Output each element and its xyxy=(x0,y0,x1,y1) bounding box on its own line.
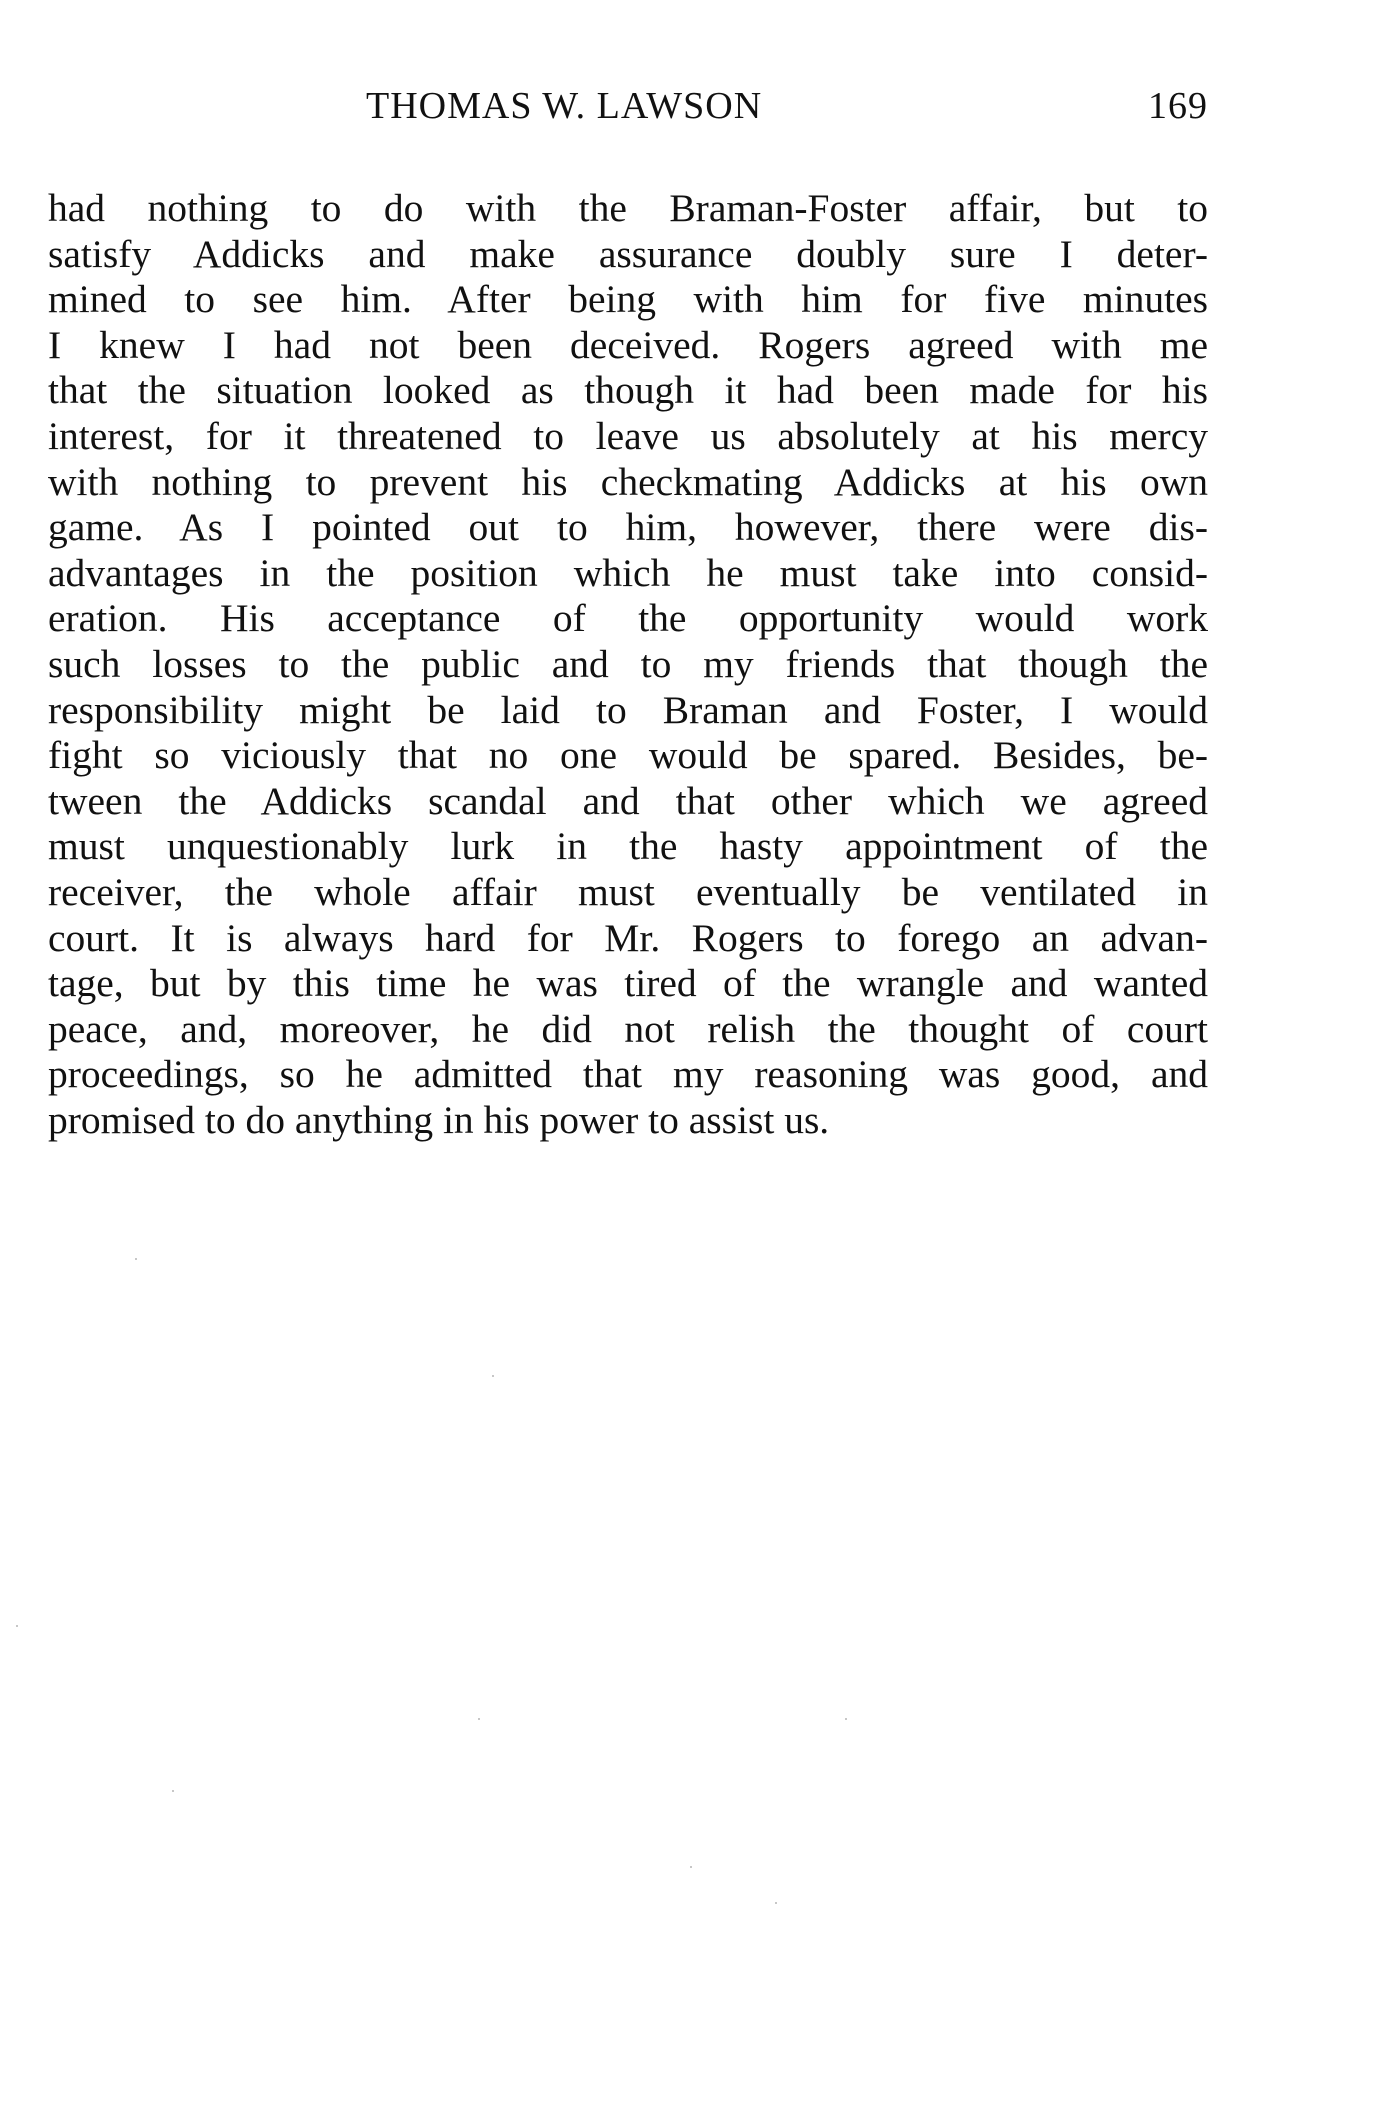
text-line: with nothing to prevent his checkmating Addicks at his own xyxy=(48,459,1208,504)
text-line: proceedings, so he admitted that my reasoning was good, and xyxy=(48,1052,1208,1097)
scan-speck xyxy=(845,1718,847,1720)
text-line: advantages in the position which he must take into consid- xyxy=(48,550,1208,595)
scan-speck xyxy=(775,1902,777,1904)
scan-speck xyxy=(690,1866,692,1868)
text-line: eration. His acceptance of the opportunity would work xyxy=(48,596,1208,641)
running-head xyxy=(48,84,1208,144)
text-line: game. As I pointed out to him, however, there were dis- xyxy=(48,505,1208,550)
text-line: fight so viciously that no one would be spared. Besides, be- xyxy=(48,733,1208,778)
text-line: receiver, the whole affair must eventually be ventilated in xyxy=(48,869,1208,914)
text-line: I knew I had not been deceived. Rogers agreed with me xyxy=(48,322,1208,367)
text-line: satisfy Addicks and make assurance doubly sure I deter- xyxy=(48,231,1208,276)
text-line-last: promised to do anything in his power to assist us. xyxy=(48,1097,830,1142)
scan-speck xyxy=(16,1625,18,1627)
text-line: tage, but by this time he was tired of the wrangle and wanted xyxy=(48,961,1208,1006)
scan-speck xyxy=(492,1375,494,1377)
text-line: court. It is always hard for Mr. Rogers to forego an advan- xyxy=(48,915,1208,960)
scan-speck xyxy=(135,1258,137,1260)
scan-speck xyxy=(172,1790,174,1792)
text-line: peace, and, moreover, he did not relish the thought of court xyxy=(48,1006,1208,1051)
scan-speck xyxy=(478,1718,480,1720)
body-paragraph xyxy=(48,186,1208,1143)
text-line: interest, for it threatened to leave us absolutely at his mercy xyxy=(48,413,1208,458)
text-line: mined to see him. After being with him for five minutes xyxy=(48,277,1208,322)
text-line: that the situation looked as though it had been made for his xyxy=(48,368,1208,413)
running-title: THOMAS W. LAWSON xyxy=(366,85,763,127)
text-line: tween the Addicks scandal and that other which we agreed xyxy=(48,778,1208,823)
text-line: such losses to the public and to my friends that though the xyxy=(48,641,1208,686)
page-number: 169 xyxy=(1148,85,1208,127)
text-line: had nothing to do with the Braman-Foster affair, but to xyxy=(48,186,1208,230)
text-line: must unquestionably lurk in the hasty appointment of the xyxy=(48,824,1208,869)
text-line: responsibility might be laid to Braman and Foster, I would xyxy=(48,687,1208,732)
